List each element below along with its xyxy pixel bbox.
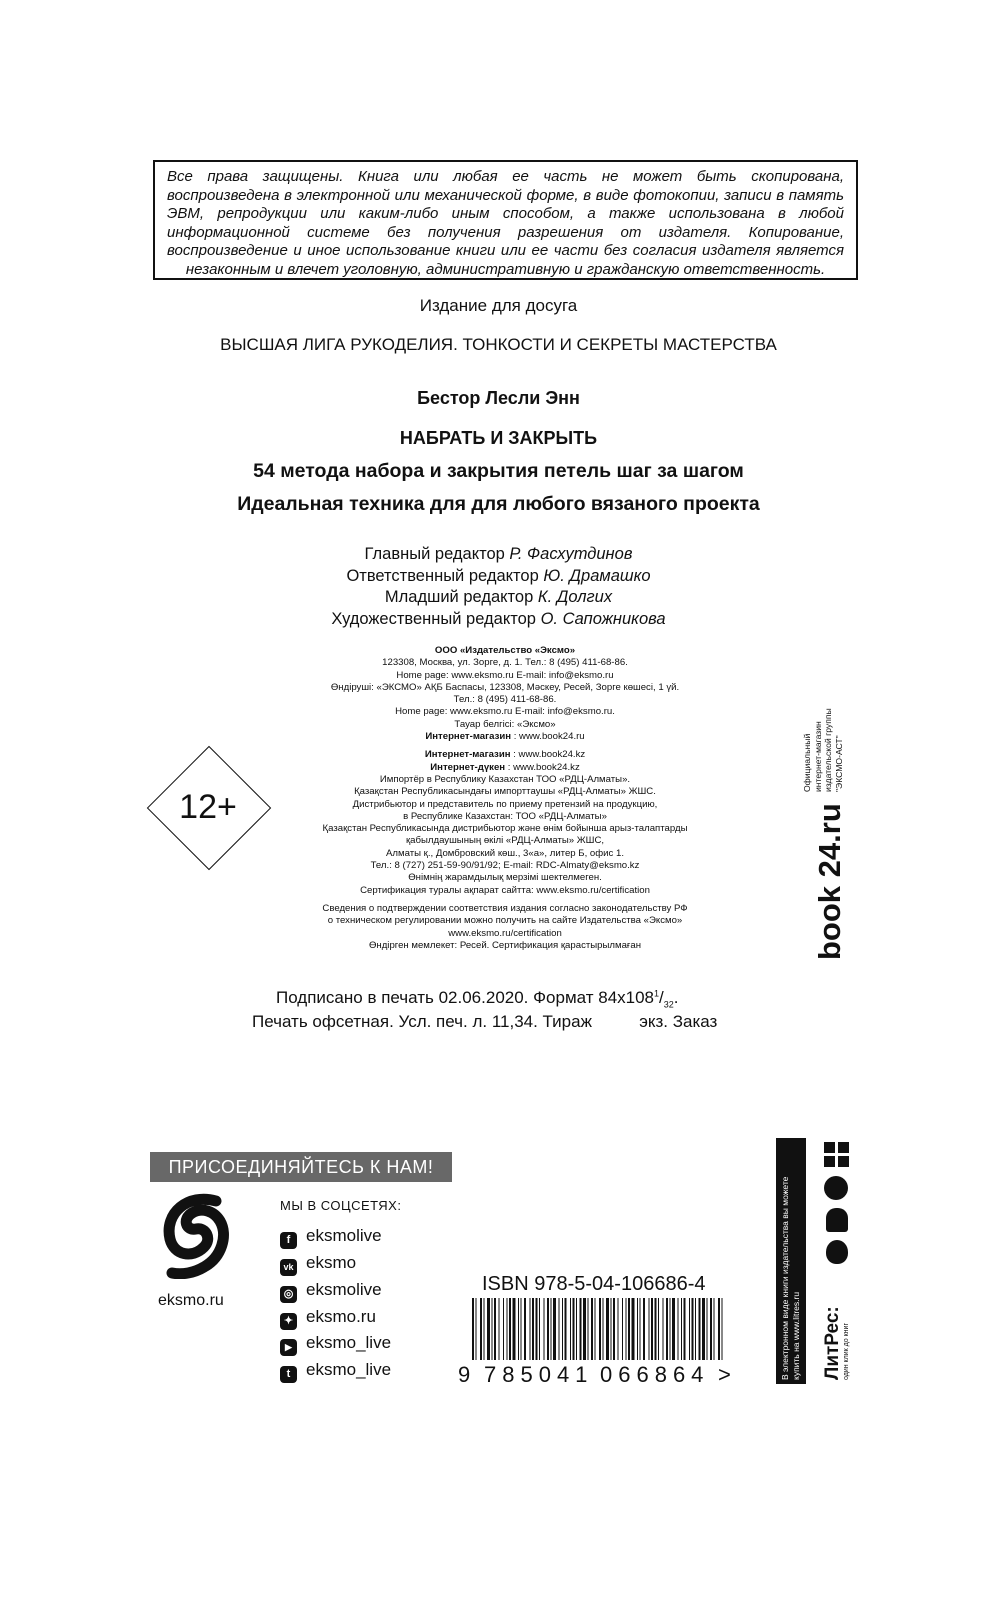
editor-role: Главный редактор — [364, 545, 505, 563]
barcode-bar — [628, 1298, 630, 1360]
book24-logo: book 24.ru — [812, 803, 847, 960]
barcode-bar — [551, 1298, 552, 1360]
barcode-bar — [588, 1298, 589, 1360]
eksmo-star-icon: ✦ — [280, 1313, 297, 1330]
shop-kz2-label: Интернет-дүкен — [430, 761, 506, 773]
eksmo-site[interactable]: eksmo.ru — [158, 1292, 224, 1309]
book24-caption-line: "ЭКСМО-АСТ" — [833, 735, 844, 792]
author: Бестор Лесли Энн — [417, 388, 580, 408]
book24-caption-line: Официальный — [802, 733, 812, 792]
windows-icon — [824, 1142, 850, 1168]
shop-kz-line — [270, 749, 740, 761]
barcode-bar — [603, 1298, 604, 1360]
social-link[interactable] — [280, 1225, 382, 1249]
editor-line — [0, 566, 997, 588]
editor-role: Младший редактор — [384, 588, 534, 606]
imprint-line: о техническом регулировании можно получить на сайте Издательства «Эксмо» — [327, 915, 683, 927]
barcode-digits-right: 066864 — [600, 1362, 710, 1387]
android-icon — [826, 1208, 848, 1232]
publisher: ООО «Издательство «Эксмо» — [434, 645, 576, 656]
editor-name: К. Долгих — [537, 588, 613, 606]
join-banner: ПРИСОЕДИНЯЙТЕСЬ К НАМ! — [150, 1152, 452, 1182]
print-info-line-1: Подписано в печать 02.06.2020. Формат $84x108^1/_{32}$. — [276, 988, 679, 1010]
litres-line: купить на www.litres.ru — [791, 1291, 801, 1380]
barcode-bar — [547, 1298, 549, 1360]
barcode-bar — [666, 1298, 668, 1360]
imprint-line: Тел.: 8 (727) 251-59-90/91/92; E-mail: RDC-Almaty@eksmo.kz — [370, 860, 640, 872]
imprint-line: Өндірген мемлекет: Ресей. Сертификация қарастырылмаған — [368, 939, 642, 951]
imprint-line: Алматы қ., Домбровский көш., 3«а», литер Б, офис 1. — [386, 847, 624, 859]
shop-ru-line — [270, 731, 740, 743]
barcode-bar — [530, 1298, 531, 1360]
barcode-bar — [507, 1298, 508, 1360]
barcode-bar — [606, 1298, 609, 1360]
litres-brand: ЛитРес: — [822, 1306, 843, 1380]
youtube-icon: ▶ — [280, 1339, 297, 1356]
barcode-bar — [518, 1298, 519, 1360]
rights-notice — [153, 160, 858, 280]
barcode-bar — [503, 1298, 504, 1360]
vk-icon: vk — [280, 1259, 297, 1276]
barcode-bar — [573, 1298, 575, 1360]
shop-kz-label: Интернет-магазин — [424, 749, 511, 761]
book24-caption-line: издательской группы — [823, 708, 833, 792]
barcode-bar — [722, 1298, 723, 1360]
barcode-bar — [494, 1298, 496, 1360]
barcode-bar — [692, 1298, 694, 1360]
imprint-line: www.eksmo.ru/certification — [448, 927, 562, 939]
barcode-bar — [637, 1298, 638, 1360]
barcode-bar — [684, 1298, 686, 1360]
series-title: ВЫСШАЯ ЛИГА РУКОДЕЛИЯ. ТОНКОСТИ И СЕКРЕТЫ МАСТЕРСТВА — [220, 335, 777, 354]
subtitle-1: 54 метода набора и закрытия петель шаг за шагом — [253, 460, 744, 482]
barcode-bar — [536, 1298, 538, 1360]
imprint-line: Home page: www.eksmo.ru E-mail: info@eksmo.ru — [396, 669, 614, 681]
format-sup: 1 — [654, 988, 660, 999]
imprint-line: Сведения о подтверждении соответствия издания согласно законодательству РФ — [322, 902, 688, 914]
barcode-bar — [613, 1298, 615, 1360]
barcode-bar — [651, 1298, 653, 1360]
barcode-bar — [570, 1298, 571, 1360]
shop-ru-label: Интернет-магазин — [425, 731, 512, 743]
eksmo-logo-icon — [158, 1193, 236, 1279]
editor-name: О. Сапожникова — [540, 609, 666, 628]
editor-role: Ответственный редактор — [346, 566, 539, 585]
imprint-line: Тауар белгісі: «Эксмо» — [454, 718, 556, 730]
barcode-bar — [472, 1298, 474, 1360]
windows-phone-icon — [824, 1176, 848, 1200]
barcode-bar — [663, 1298, 664, 1360]
shop-kz-link: : www.book24.kz — [510, 749, 586, 761]
shop-kz2-link: : www.book24.kz — [505, 761, 580, 773]
barcode-end: > — [718, 1362, 731, 1387]
social-handle: eksmo.ru — [306, 1307, 376, 1326]
barcode-bar — [672, 1298, 675, 1360]
barcode-bar — [484, 1298, 485, 1360]
barcode-bar — [699, 1298, 701, 1360]
social-link[interactable] — [280, 1332, 391, 1356]
subtitle-2: Идеальная техника для для любого вязаного проекта — [237, 493, 760, 515]
imprint-line: Қазақстан Республикасындағы импорттаушы «РДЦ-Алматы» ЖШС. — [354, 786, 656, 798]
imprint-line: 123308, Москва, ул. Зорге, д. 1. Тел.: 8 (495) 411-68-86. — [382, 657, 628, 669]
imprint-line: Тел.: 8 (495) 411-68-86. — [453, 694, 557, 706]
edition-type: Издание для досуга — [419, 296, 578, 315]
social-link[interactable] — [280, 1359, 391, 1383]
social-link[interactable] — [280, 1279, 382, 1303]
imprint-line: Сертификация туралы ақпарат сайтта: www.eksmo.ru/certification — [360, 884, 650, 896]
shop-kz2-line — [270, 762, 740, 774]
barcode-bar — [559, 1298, 560, 1360]
litres-caption: один клик до книг — [843, 1322, 850, 1380]
barcode-bar — [632, 1298, 635, 1360]
barcode-bar — [544, 1298, 545, 1360]
book-title: НАБРАТЬ И ЗАКРЫТЬ — [399, 428, 598, 448]
barcode-bar — [562, 1298, 563, 1360]
editor-role: Художественный редактор — [331, 609, 536, 628]
barcode-bar — [640, 1298, 641, 1360]
facebook-icon: f — [280, 1232, 297, 1249]
social-link[interactable] — [280, 1306, 376, 1330]
imprint-line: Дистрибьютор и представитель по приему претензий на продукцию, — [352, 798, 658, 810]
editor-line — [0, 587, 997, 609]
barcode-bar — [658, 1298, 659, 1360]
barcode-bar — [595, 1298, 596, 1360]
barcode-bar — [649, 1298, 650, 1360]
editor-line — [0, 609, 997, 631]
barcode-bar — [670, 1298, 671, 1360]
barcode-bar — [565, 1298, 567, 1360]
apple-icon — [826, 1240, 848, 1264]
print-info-line-2: Печать офсетная. Усл. печ. л. 11,34. Тираж экз. Заказ — [252, 1012, 718, 1031]
barcode-bar — [521, 1298, 522, 1360]
barcode-bar — [487, 1298, 490, 1360]
barcode-bar — [476, 1298, 477, 1360]
barcode-bar — [710, 1298, 712, 1360]
barcode-bar — [626, 1298, 627, 1360]
social-handle: eksmo_live — [306, 1333, 392, 1352]
age-rating: 12+ — [179, 788, 237, 826]
barcode-bar — [480, 1298, 482, 1360]
imprint-line: Home page: www.eksmo.ru E-mail: info@eksmo.ru. — [395, 706, 615, 718]
litres-line: В электронном виде книги издательства вы можете — [780, 1176, 790, 1380]
barcode-bar — [591, 1298, 593, 1360]
twitter-icon: t — [280, 1366, 297, 1383]
barcode-bar — [681, 1298, 682, 1360]
social-handle: eksmo_live — [306, 1360, 392, 1379]
barcode-bar — [539, 1298, 540, 1360]
barcode-bar — [583, 1298, 586, 1360]
barcode-bar — [714, 1298, 715, 1360]
barcode-bar — [702, 1298, 705, 1360]
barcode-bar — [509, 1298, 511, 1360]
editor-line — [0, 544, 997, 566]
book24-caption-line: интернет-магазин — [812, 721, 823, 792]
barcode-bar — [524, 1298, 526, 1360]
imprint-line: Қазақстан Республикасында дистрибьютор және өнім бойынша арыз-талаптарды — [322, 823, 688, 835]
barcode-bar — [689, 1298, 690, 1360]
litres-text — [780, 1140, 802, 1380]
barcode-bar — [553, 1298, 556, 1360]
isbn: ISBN 978-5-04-106686-4 — [482, 1273, 706, 1295]
barcode-bar — [718, 1298, 720, 1360]
editor-name: Р. Фасхутдинов — [509, 545, 633, 563]
social-handle: eksmolive — [306, 1280, 382, 1299]
barcode-digits-left: 785041 — [484, 1362, 594, 1387]
imprint-line: Өндіруші: «ЭКСМО» АҚБ Баспасы, 123308, Мәскеу, Ресей, Зорге көшесі, 1 үй. — [330, 681, 680, 693]
barcode — [472, 1298, 724, 1360]
editor-name: Ю. Драмашко — [543, 566, 651, 585]
barcode-bar — [576, 1298, 577, 1360]
shop-ru-link: : www.book24.ru — [511, 731, 585, 743]
imprint-line: Өнімнің жарамдылық мерзімі шектелмеген. — [408, 872, 602, 884]
socials-heading: МЫ В СОЦСЕТЯХ: — [280, 1198, 402, 1213]
imprint — [270, 645, 740, 952]
barcode-bar — [678, 1298, 679, 1360]
social-handle: eksmo — [306, 1253, 357, 1272]
editors-list — [0, 544, 997, 630]
barcode-bar — [611, 1298, 612, 1360]
rights-notice-text: Все права защищены. Книга или любая ее часть не может быть скопирована, воспроизведена в электронной или механической форме, в виде фотокопии, записи в память ЭВМ, репродукции или каким-либо иным способом, а также использована в любой информационной системе без получения разрешения от издателя. Копирование, воспроизведение и иное использование книги или ее части без согласия издателя является незаконным и влечет уголовную, административную и гражданскую ответственность. — [167, 168, 844, 278]
barcode-bar — [622, 1298, 623, 1360]
barcode-bar — [492, 1298, 493, 1360]
barcode-bar — [695, 1298, 696, 1360]
barcode-bar — [580, 1298, 582, 1360]
barcode-bar — [707, 1298, 708, 1360]
imprint-line: қабылдаушының өкілі «РДЦ-Алматы» ЖШС, — [405, 835, 605, 847]
barcode-bar — [618, 1298, 619, 1360]
imprint-line: в Республике Казахстан: ТОО «РДЦ-Алматы» — [403, 810, 607, 822]
barcode-digit-first: 9 — [458, 1362, 471, 1387]
barcode-bar — [532, 1298, 534, 1360]
social-link[interactable] — [280, 1252, 356, 1276]
format-sub: 32 — [663, 999, 674, 1010]
barcode-bar — [513, 1298, 516, 1360]
barcode-bar — [599, 1298, 601, 1360]
imprint-line: Импортёр в Республику Казахстан ТОО «РДЦ-Алматы». — [379, 773, 631, 785]
barcode-bar — [643, 1298, 645, 1360]
instagram-icon: ◎ — [280, 1286, 297, 1303]
print-format: Подписано в печать 02.06.2020. Формат 84x108 — [276, 988, 655, 1007]
social-handle: eksmolive — [306, 1226, 382, 1245]
barcode-bar — [655, 1298, 657, 1360]
book24-caption — [802, 708, 844, 792]
barcode-bar — [499, 1298, 500, 1360]
